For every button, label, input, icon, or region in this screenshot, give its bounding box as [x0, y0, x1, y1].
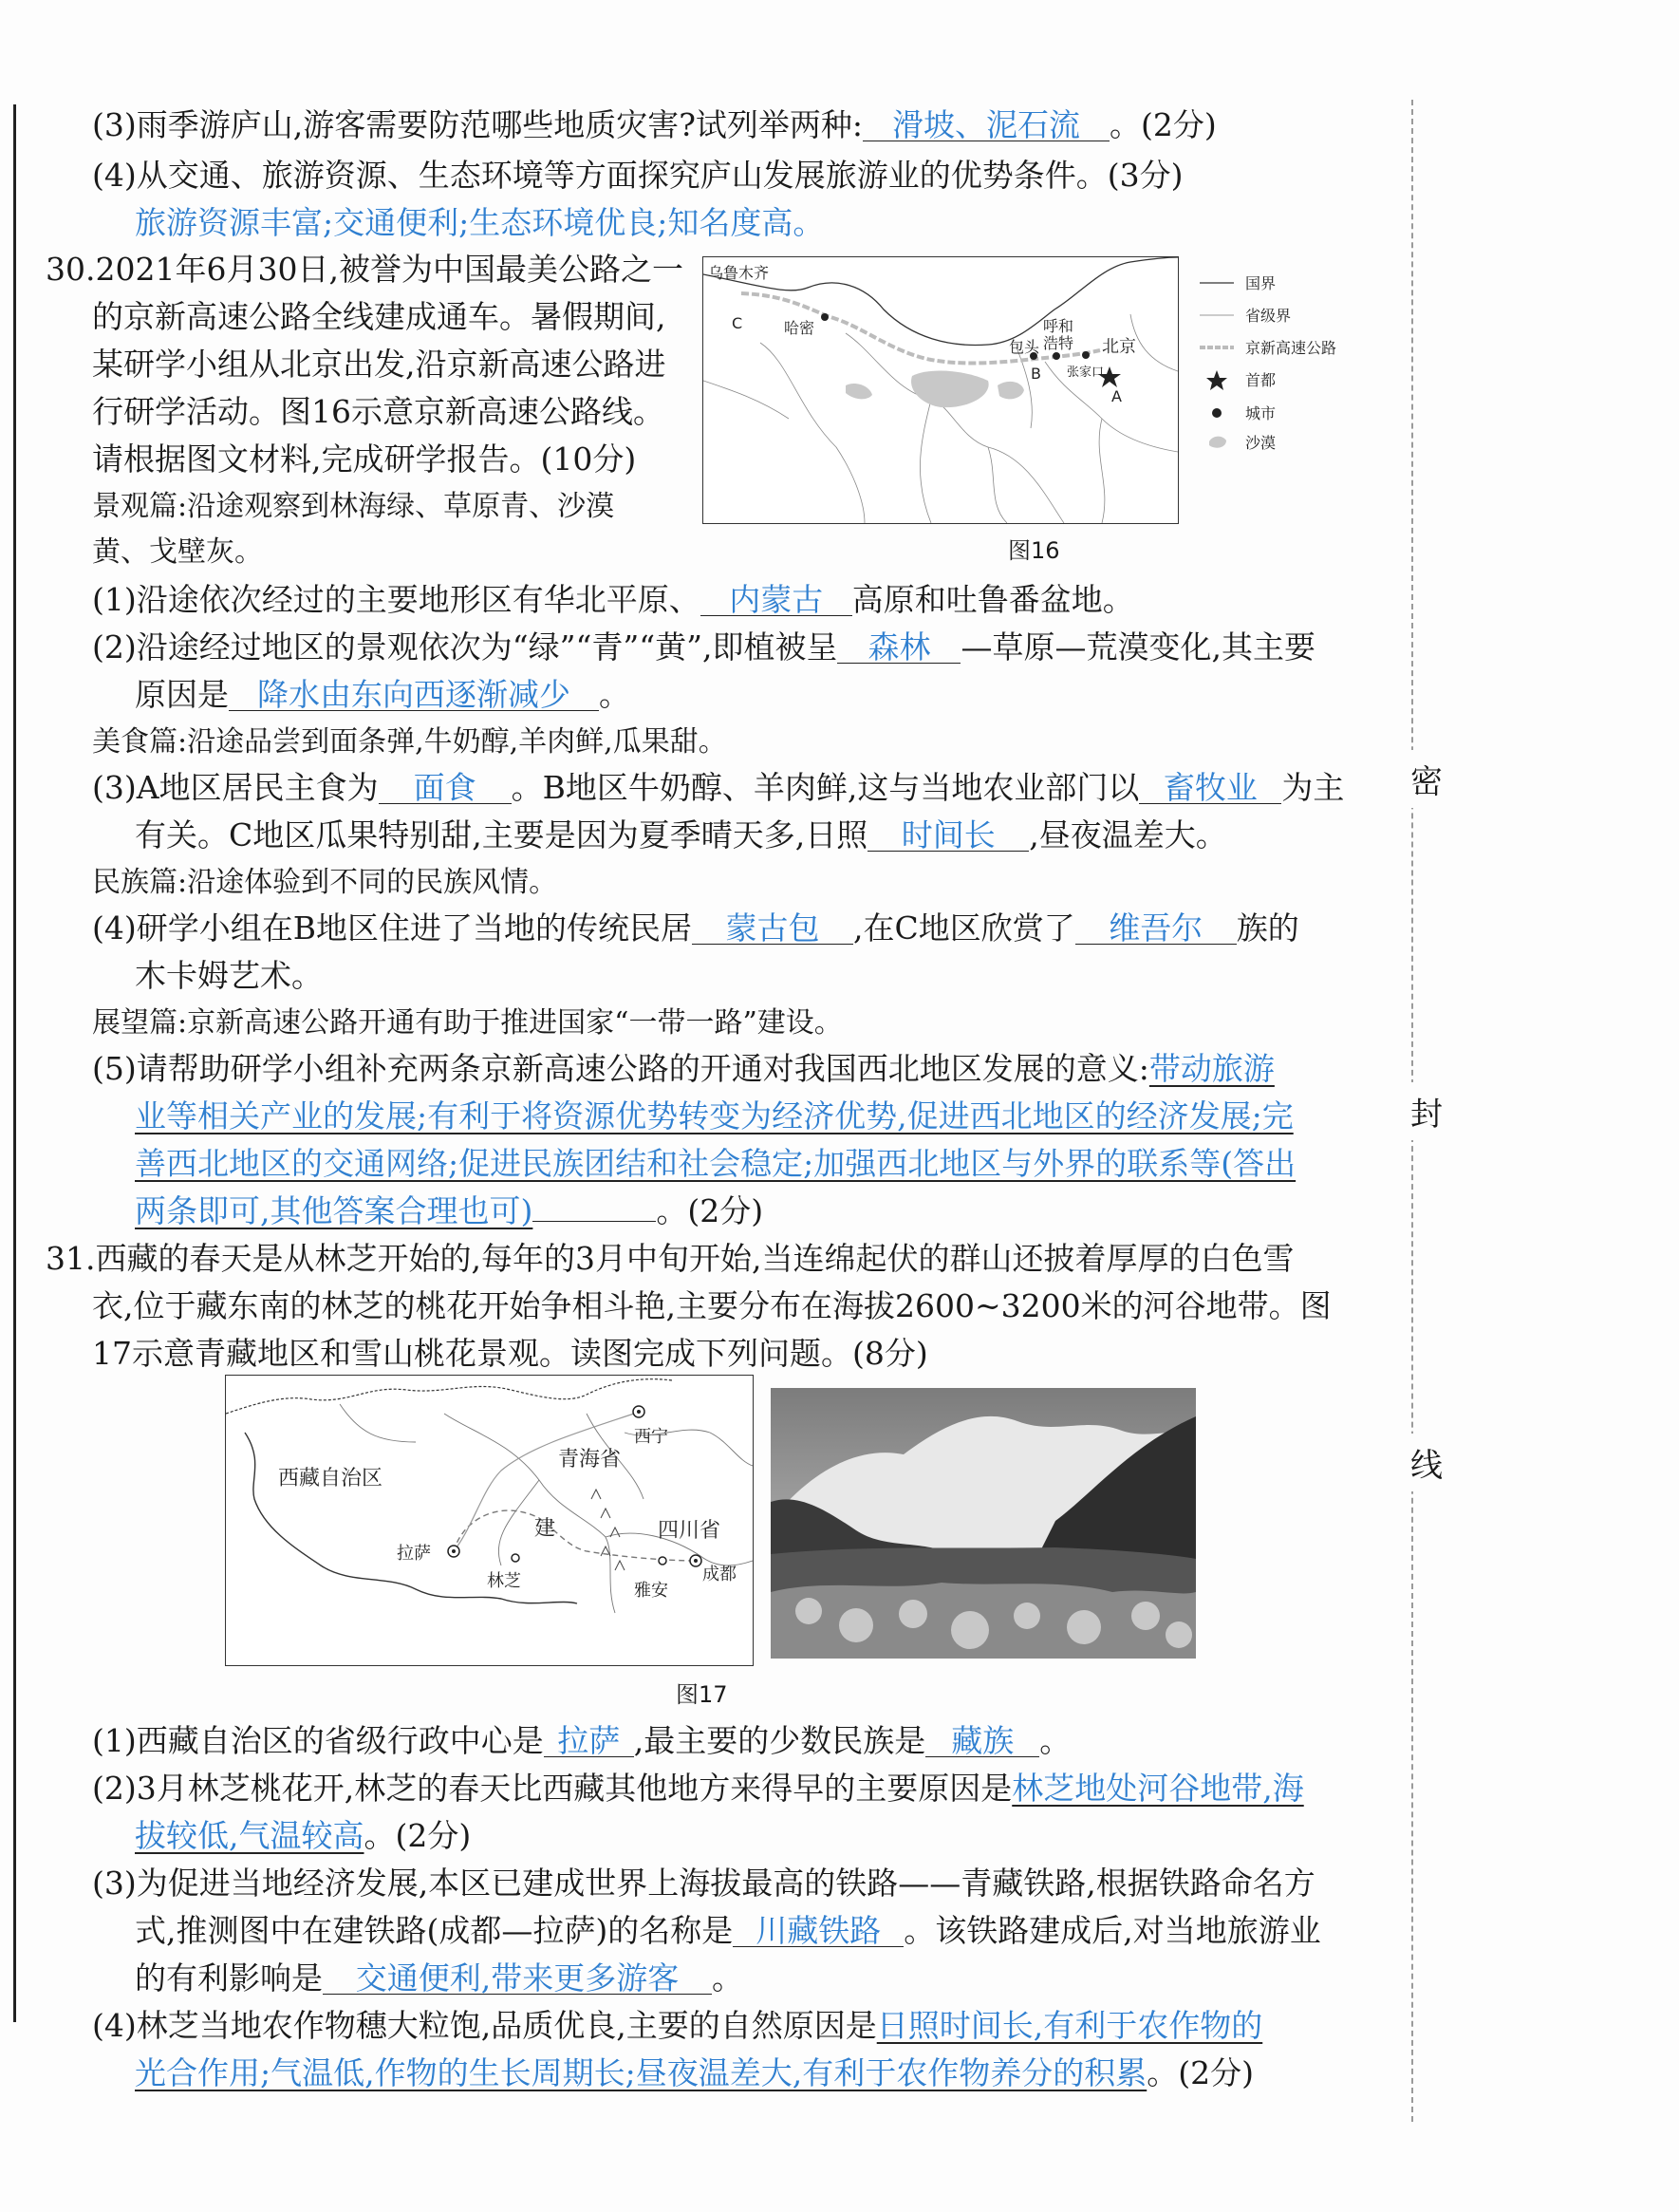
q30-ethnic-note: 民族篇:沿途体验到不同的民族风情。 [92, 866, 558, 899]
national-border [703, 257, 1178, 346]
q31-s4-line1: (4)林芝当地农作物穗大粒饱,品质优良,主要的自然原因是日照时间长,有利于农作物的 [92, 2007, 1263, 2044]
tibet-map-province-borders [340, 1404, 753, 1613]
mountain-ridges [591, 1490, 625, 1570]
q31-s1-answer-2: 藏族 [951, 1722, 1015, 1759]
city-yaan [659, 1557, 666, 1565]
q30-intro-1: 30.2021年6月30日,被誉为中国最美公路之一 [46, 251, 683, 288]
q31-s2-line2: 拔较低,气温较高。(2分) [135, 1817, 472, 1854]
q30-s3-answer-1: 面食 [413, 769, 476, 806]
q31-s2-answer-1: 林芝地处河谷地带,海 [1012, 1770, 1304, 1807]
legend-capital: 首都 [1245, 371, 1277, 389]
legend-city-dot [1212, 408, 1222, 418]
q30-intro-4: 行研学活动。图16示意京新高速公路线。 [92, 393, 664, 430]
q30-s2-line1: (2)沿途经过地区的景观依次为“绿”“青”“黄”,即植被呈 森林 —草原—荒漠变化,其主要 [92, 628, 1315, 665]
q30-landscape-note-1: 景观篇:沿途观察到林海绿、草原青、沙漠 [92, 490, 615, 523]
figure-17-caption: 图17 [676, 1681, 728, 1708]
peach-blossom-photo [771, 1388, 1196, 1659]
q29-s3-answer: 滑坡、泥石流 [892, 106, 1081, 143]
label-construction: 建 [534, 1517, 556, 1541]
q30-intro-2: 的京新高速公路全线建成通车。暑假期间, [92, 298, 666, 335]
q30-s3-answer-3: 时间长 [901, 816, 996, 853]
q31-s1: (1)西藏自治区的省级行政中心是 拉萨 ,最主要的少数民族是 藏族 。 [92, 1722, 1072, 1759]
q30-landscape-note-2: 黄、戈壁灰。 [92, 535, 263, 569]
q30-outlook-note: 展望篇:京新高速公路开通有助于推进国家“一带一路”建设。 [92, 1006, 843, 1040]
seal-char-feng: 封 [1410, 1082, 1443, 1140]
map-border-south [245, 1433, 577, 1603]
q30-s5-line1: (5)请帮助研学小组补充两条京新高速公路的开通对我国西北地区发展的意义:带动旅游 [92, 1050, 1275, 1087]
q30-s5-answer-3: 善西北地区的交通网络;促进民族团结和社会稳定;加强西北地区与外界的联系等(答出 [135, 1145, 1297, 1182]
q31-s2-line1: (2)3月林芝桃花开,林芝的春天比西藏其他地方来得早的主要原因是林芝地处河谷地带,海 [92, 1770, 1304, 1807]
label-nyingchi: 林芝 [487, 1571, 521, 1591]
q31-s3-line2: 式,推测图中在建铁路(成都—拉萨)的名称是 川藏铁路 。该铁路建成后,对当地旅游业 [135, 1912, 1321, 1949]
q30-s1: (1)沿途依次经过的主要地形区有华北平原、 内蒙古 高原和吐鲁番盆地。 [92, 581, 1134, 618]
label-xining: 西宁 [634, 1427, 668, 1447]
q31-s3-line3: 的有利影响是 交通便利,带来更多游客 。 [135, 1959, 743, 1996]
city-hami [821, 313, 829, 321]
legend-desert-icon [1209, 437, 1226, 448]
label-lhasa: 拉萨 [397, 1544, 431, 1564]
map-svg [703, 257, 1178, 523]
q31-s2-answer-2: 拔较低,气温较高 [135, 1817, 364, 1854]
q30-s3-answer-2: 畜牧业 [1163, 769, 1258, 806]
q30-s3-line2: 有关。C地区瓜果特别甜,主要是因为夏季晴天多,日照 时间长 ,昼夜温差大。 [135, 816, 1227, 853]
q30-intro-3: 某研学小组从北京出发,沿京新高速公路进 [92, 346, 666, 383]
q31-intro-2: 衣,位于藏东南的林芝的桃花开始争相斗艳,主要分布在海拔2600~3200米的河谷地带。图 [92, 1287, 1332, 1324]
q30-s4-answer-1: 蒙古包 [725, 909, 820, 947]
q31-s3-answer-1: 川藏铁路 [756, 1912, 882, 1949]
legend-desert: 沙漠 [1245, 434, 1277, 452]
figure-16-legend [1198, 266, 1388, 459]
legend-city: 城市 [1245, 404, 1277, 422]
figure-16-map [702, 256, 1179, 524]
q30-s5-answer-2: 业等相关产业的发展;有利于将资源优势转变为经济优势,促进西北地区的经济发展;完 [135, 1097, 1294, 1134]
q30-s4-line1: (4)研学小组在B地区住进了当地的传统民居 蒙古包 ,在C地区欣赏了 维吾尔 族的 [92, 909, 1299, 947]
figure-17-map [225, 1375, 754, 1666]
legend-capital-star [1206, 370, 1227, 390]
label-baotou: 包头 [1009, 338, 1040, 356]
label-hohhot-1: 呼和 [1043, 317, 1074, 335]
q31-s4-answer-2: 光合作用;气温低,作物的生长周期长;昼夜温差大,有利于农作物养分的积累 [135, 2054, 1147, 2091]
legend-expressway: 京新高速公路 [1245, 339, 1337, 357]
seal-char-mi: 密 [1410, 750, 1443, 808]
label-tibet: 西藏自治区 [278, 1467, 383, 1490]
label-chengdu: 成都 [702, 1565, 737, 1584]
q30-s2-line2: 原因是 降水由东向西逐渐减少 。 [135, 676, 630, 713]
q29-s3: (3)雨季游庐山,游客需要防范哪些地质灾害?试列举两种: 滑坡、泥石流 。(2分) [92, 106, 1217, 143]
q31-intro-1: 31.西藏的春天是从林芝开始的,每年的3月中旬开始,当连绵起伏的群山还披着厚厚的白色雪 [46, 1240, 1295, 1277]
q30-s5-line4: 两条即可,其他答案合理也可) 。(2分) [135, 1192, 764, 1229]
q30-s2-answer-1: 森林 [867, 628, 931, 665]
left-margin-rule [13, 104, 16, 2022]
label-urumqi: 乌鲁木齐 [708, 264, 770, 282]
label-yaan: 雅安 [634, 1581, 668, 1601]
legend-province-border: 省级界 [1245, 307, 1292, 325]
q30-s4-line2: 木卡姆艺术。 [135, 957, 323, 994]
label-c: C [732, 314, 743, 332]
q31-s3-answer-2: 交通便利,带来更多游客 [355, 1959, 680, 1996]
tibet-map-svg [226, 1376, 753, 1665]
q31-s3-line1: (3)为促进当地经济发展,本区已建成世界上海拔最高的铁路——青藏铁路,根据铁路命名方 [92, 1865, 1315, 1902]
city-nyingchi [512, 1554, 519, 1562]
desert-areas [846, 371, 1024, 408]
figure-16-caption: 图16 [1008, 537, 1060, 564]
label-zhangjiakou: 张家口 [1067, 366, 1105, 380]
q31-s4-line2: 光合作用;气温低,作物的生长周期长;昼夜温差大,有利于农作物养分的积累。(2分) [135, 2054, 1254, 2091]
q31-s1-answer-1: 拉萨 [557, 1722, 621, 1759]
legend-national-border: 国界 [1245, 274, 1277, 292]
city-hohhot [1053, 352, 1060, 360]
label-qinghai: 青海省 [558, 1448, 622, 1472]
q31-intro-3: 17示意青藏地区和雪山桃花景观。读图完成下列问题。(8分) [92, 1335, 928, 1372]
q30-s1-answer: 内蒙古 [729, 581, 824, 618]
q30-s3-line1: (3)A地区居民主食为 面食 。B地区牛奶醇、羊肉鲜,这与当地农业部门以 畜牧业 为主 [92, 769, 1345, 806]
q30-s5-answer-4: 两条即可,其他答案合理也可) [135, 1192, 533, 1229]
q30-intro-5: 请根据图文材料,完成研学报告。(10分) [92, 441, 637, 478]
city-zhangjiakou [1082, 351, 1090, 359]
label-hohhot-2: 浩特 [1043, 334, 1074, 352]
q30-food-note: 美食篇:沿途品尝到面条弹,牛奶醇,羊肉鲜,瓜果甜。 [92, 725, 727, 759]
q31-s4-answer-1: 日照时间长,有利于农作物的 [876, 2007, 1263, 2044]
q30-s4-answer-2: 维吾尔 [1109, 909, 1203, 947]
map-border-north [226, 1379, 672, 1414]
seal-char-xian: 线 [1410, 1434, 1443, 1491]
q30-s5-answer-1: 带动旅游 [1148, 1050, 1275, 1087]
label-b: B [1031, 365, 1041, 383]
label-beijing: 北京 [1102, 337, 1136, 357]
q29-s4: (4)从交通、旅游资源、生态环境等方面探究庐山发展旅游业的优势条件。(3分) [92, 157, 1184, 194]
label-sichuan: 四川省 [658, 1519, 721, 1543]
label-hami: 哈密 [784, 319, 815, 337]
label-a: A [1111, 387, 1122, 405]
q30-s2-answer-2: 降水由东向西逐渐减少 [257, 676, 570, 713]
q29-s4-answer: 旅游资源丰富;交通便利;生态环境优良;知名度高。 [135, 204, 825, 241]
